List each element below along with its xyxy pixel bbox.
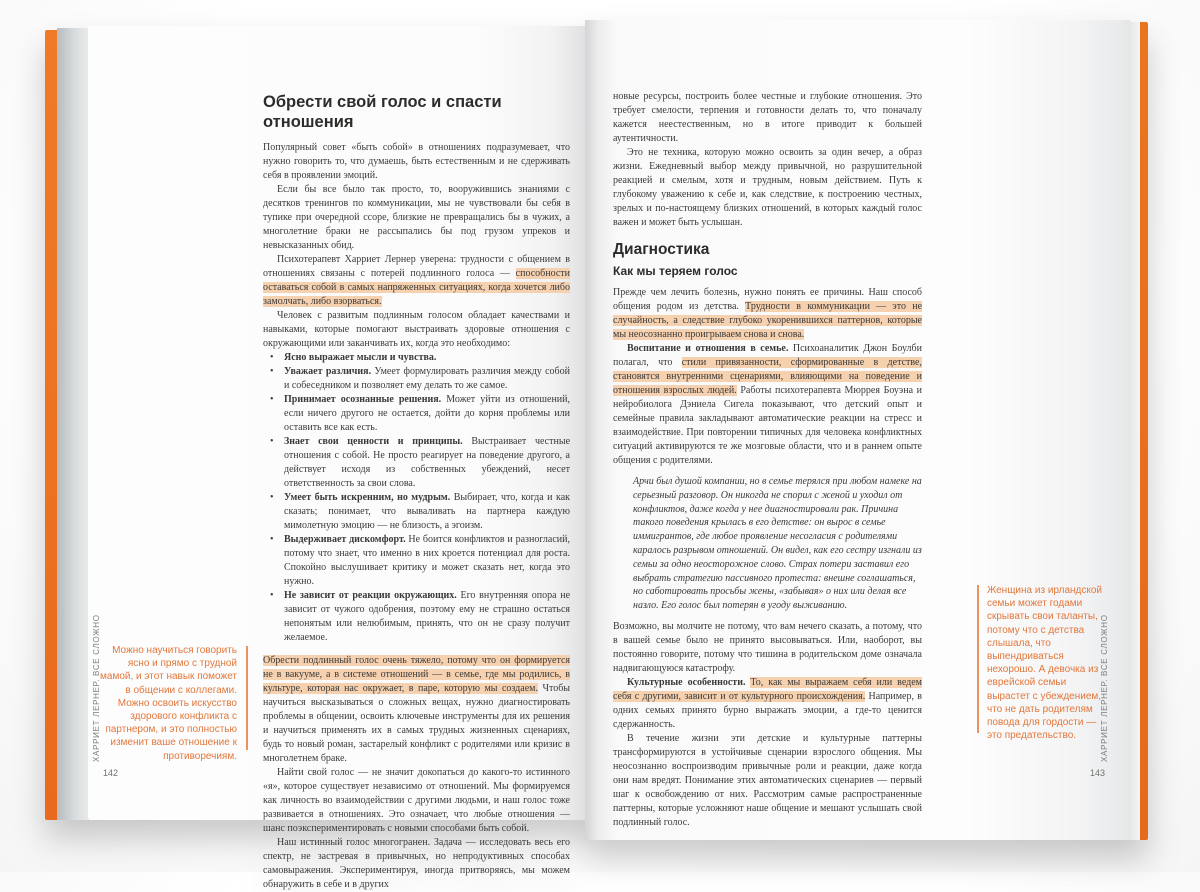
text-segment: Выбирает, что, когда и как сказать; понимает, что вываливать на партнера каждую мимолетную эмоцию — не близость, а эгоизм.	[284, 492, 570, 531]
margin-note-left: Можно научиться говорить ясно и прямо с трудной мамой, и этот навык поможет в общении с коллегами. Можно освоить искусство здорового конфликта с партнером, и это полностью изменит ваше отношение к противоречиям.	[100, 645, 237, 762]
left-page-closing-paragraphs	[263, 654, 570, 892]
chapter-heading: Обрести свой голос и спасти отношения	[263, 93, 502, 131]
margin-note-rule-right	[977, 585, 979, 733]
text-segment: Найти свой голос — не значит докопаться до какого-то истинного «я», которое существует независимо от отношений. Мы формируемся как личность во взаимодействии с другими людьми, и наш голос тоже развивается в отношениях. Это означает, что любые отношения — шанс поэкспериментировать с новыми способами быть собой.	[263, 767, 570, 834]
bullet-item	[263, 589, 570, 645]
right-page-after-quote-paragraphs	[613, 620, 922, 830]
text-segment: Это не техника, которую можно освоить за один вечер, а образ жизни. Ежедневный выбор между привычной, но разрушительной реакцией и смелым, хотя и трудным, новым действием. Путь к глубокому уважению к себе и, как следствие, к построению честных, зрелых и по-настоящему близких отношений, в которых каждый голос важен и может быть услышан.	[613, 147, 922, 228]
text-segment: Популярный совет «быть собой» в отношениях подразумевает, что нужно говорить то, что думаешь, быть естественным и не сдерживать себя в проявлении эмоций.	[263, 142, 570, 181]
page-number-right: 143	[1089, 768, 1105, 778]
left-page-bullet-list	[263, 351, 570, 645]
text-segment: Человек с развитым подлинным голосом обладает качествами и навыками, которые помогают выстраивать здоровые отношения с окружающими или заканчивать их, когда это необходимо:	[263, 310, 570, 349]
text-segment: Работы психотерапевта Мюррея Боуэна и нейробиолога Дэниела Сигела показывают, что детский опыт и семейные правила закладывают автоматические реакции на стресс и взаимодействие. При повторении типичных для человека конфликтных ситуаций активируются те же мозговые области, что и в раннем опыте общения с родителями.	[613, 385, 922, 466]
text-segment: Его внутренняя опора не зависит от чужого одобрения, поэтому ему не страшно остаться непонятым или нелюбимым, принять, что он не сразу получит желаемое.	[284, 590, 571, 643]
running-title-right: ХАРРИЕТ ЛЕРНЕР. ВСЕ СЛОЖНО	[1100, 614, 1109, 762]
page-block-edge-left	[57, 28, 88, 820]
text-segment: Уважает различия.	[284, 366, 372, 377]
highlighted-text: То, как мы выражаем себя или ведем себя с другими, зависит и от культурного происхождения.	[613, 676, 922, 702]
text-segment: Принимает осознанные решения.	[284, 394, 442, 405]
paragraph	[613, 620, 922, 676]
text-segment: Умеет быть искренним, но мудрым.	[284, 492, 451, 503]
text-segment: Чтобы научиться высказываться о сложных вещах, нужно диагностировать проблемы в общении, освоить ключевые инструменты для их решения и научиться применять их в самых трудных жизненных сценариях, будь то новый роман, застарелый конфликт с родителями или кризис в многолетнем браке.	[263, 683, 571, 764]
text-segment: Воспитание и отношения в семье.	[627, 343, 789, 354]
book-cover-edge-right	[1140, 22, 1148, 840]
paragraph	[263, 654, 570, 766]
text-segment: Не зависит от реакции окружающих.	[284, 590, 457, 601]
paragraph	[613, 146, 922, 230]
margin-note-rule-left	[246, 646, 248, 750]
text-segment: Если бы все было так просто, то, вооружившись знаниями с десятков тренингов по коммуникации, мы не чувствовали бы себя в тупике при очередной ссоре, близкие не превращались бы в чужих, а многолетние браки не рассыпались бы под грузом упреков и невысказанных обид.	[263, 184, 570, 251]
right-page-body-paragraphs	[613, 286, 922, 468]
highlighted-text: Обрести подлинный голос очень тяжело, потому что он формируется не в вакууме, а в системе отношений — в семье, где мы родились, в культуре, которая нас окружает, в паре, которую мы создаем.	[263, 655, 570, 694]
text-segment: Знает свои ценности и принципы.	[284, 436, 463, 447]
text-segment: В течение жизни эти детские и культурные паттерны трансформируются в устойчивые сценарии взрослого общения. Мы неосознанно воспроизводим привычные роли и реакции, даже когда они нам вредят. Понимание этих автоматических сценариев — первый шаг к освобождению от них. Рассмотрим самые распространенные паттерны, которые усложняют наше общение и мешают услышать свой подлинный голос.	[613, 732, 922, 828]
paragraph	[263, 766, 570, 836]
paragraph	[263, 253, 570, 309]
text-segment: Возможно, вы молчите не потому, что вам нечего сказать, а потому, что в вашей семье было не принято высовываться. Или, наоборот, вы постоянно говорите, потому что тишина в родительском доме означала надвигающуюся катастрофу.	[613, 620, 922, 674]
right-page-text-column	[613, 90, 922, 830]
highlighted-text: способности оставаться собой в самых напряженных ситуациях, когда хочется либо замолчать, либо взорваться.	[263, 268, 570, 307]
section-heading: Диагностика	[613, 241, 710, 258]
book-cover-edge-left	[45, 30, 57, 820]
right-page-intro-paragraphs	[613, 90, 922, 230]
page-block-edge-right	[1130, 22, 1140, 840]
highlighted-text: Трудности в коммуникации — это не случайность, а следствие глубоко укоренившихся паттернов, которые мы неосознанно проигрываем снова и снова.	[613, 301, 923, 340]
bullet-item	[263, 435, 570, 491]
page-number-left: 142	[103, 768, 119, 778]
text-segment: Не боится конфликтов и разногласий, потому что знает, что именно в них кроется потенциал для роста. Спокойно выслушивает критику и может сказать нет, когда это нужно.	[284, 534, 570, 587]
text-segment: Умеет формулировать различия между собой и собеседником и позволяет ему делать то же самое.	[284, 366, 570, 391]
paragraph	[263, 309, 570, 351]
paragraph	[263, 141, 570, 183]
subsection-heading: Как мы теряем голос	[613, 264, 738, 278]
text-segment: Психотерапевт Харриет Лернер уверена: трудности с общением в отношениях связаны с потерей подлинного голоса —	[263, 254, 570, 279]
left-page-paragraphs	[263, 141, 570, 351]
text-segment: новые ресурсы, построить более честные и глубокие отношения. Это требует смелости, терпения и готовности делать то, что поначалу кажется неестественным, но в итоге приводит к большей аутентичности.	[613, 91, 922, 144]
text-segment: Выстраивает честные отношения с собой. Не просто реагирует на поведение другого, а действует исходя из собственных убеждений, несет ответственность за свои слова.	[284, 436, 571, 489]
paragraph	[263, 183, 570, 253]
paragraph	[613, 342, 922, 468]
paragraph	[613, 676, 922, 732]
running-title-left: ХАРРИЕТ ЛЕРНЕР. ВСЕ СЛОЖНО	[92, 614, 101, 762]
paragraph	[613, 90, 922, 146]
case-story-quote: Арчи был душой компании, но в семье терялся при любом намеке на серьезный разговор. Он никогда не спорил с женой и уходил от конфликтов, даже когда у нее диагностировали рак. Причина такого поведения крылась в его детстве: он вырос в семье иммигрантов, где любое проявление несогласия с родителями каралось разрывом отношений. Он видел, как его сестру изгнали из семьи за одно неосторожное слово. Страх потери заставил его выбрать стратегию пассивного протеста: внешне соглашаться, но саботировать просьбы жены, «забывая» о них или делая все назло. Его голос был потерян в угоду выживанию.	[633, 476, 922, 612]
paragraph	[613, 732, 922, 830]
margin-note-right: Женщина из ирландской семьи может годами скрывать свои таланты, потому что с детства слышала, что выпендриваться нехорошо. А девочка из еврейской семьи вырастет с убеждением, что не дать родителям повода для гордости — это предательство.	[987, 585, 1103, 742]
text-segment: Например, в одних семьях принято бурно выражать эмоции, а где-то ценится сдержанность.	[613, 690, 922, 730]
text-segment: Культурные особенности.	[627, 676, 746, 688]
bullet-item	[263, 491, 570, 533]
text-segment: Выдерживает дискомфорт.	[284, 534, 406, 545]
text-segment: Прежде чем лечить болезнь, нужно понять ее причины. Наш способ общения родом из детства.	[613, 287, 922, 312]
bullet-item	[263, 365, 570, 393]
paragraph	[613, 286, 922, 342]
text-segment: Может уйти из отношений, если ничего другого не остается, дойти до корня проблемы или оставить все как есть.	[284, 394, 570, 433]
text-segment: Психоаналитик Джон Боулби полагал, что	[613, 343, 922, 368]
text-segment: Ясно выражает мысли и чувства.	[284, 352, 437, 363]
bullet-item	[263, 351, 570, 365]
left-page-text-column	[263, 92, 570, 892]
text-segment: Наш истинный голос многогранен. Задача — исследовать весь его спектр, не застревая в привычных, но непродуктивных способах самовыражения. Экспериментируя, иногда притворяясь, мы можем обнаружить в себе и в других	[263, 837, 570, 890]
paragraph	[263, 836, 570, 892]
bullet-item	[263, 393, 570, 435]
bullet-item	[263, 533, 570, 589]
highlighted-text: стили привязанности, сформированные в детстве, становятся внутренними сценариями, влияющими на поведение и отношения взрослых людей.	[613, 357, 922, 396]
